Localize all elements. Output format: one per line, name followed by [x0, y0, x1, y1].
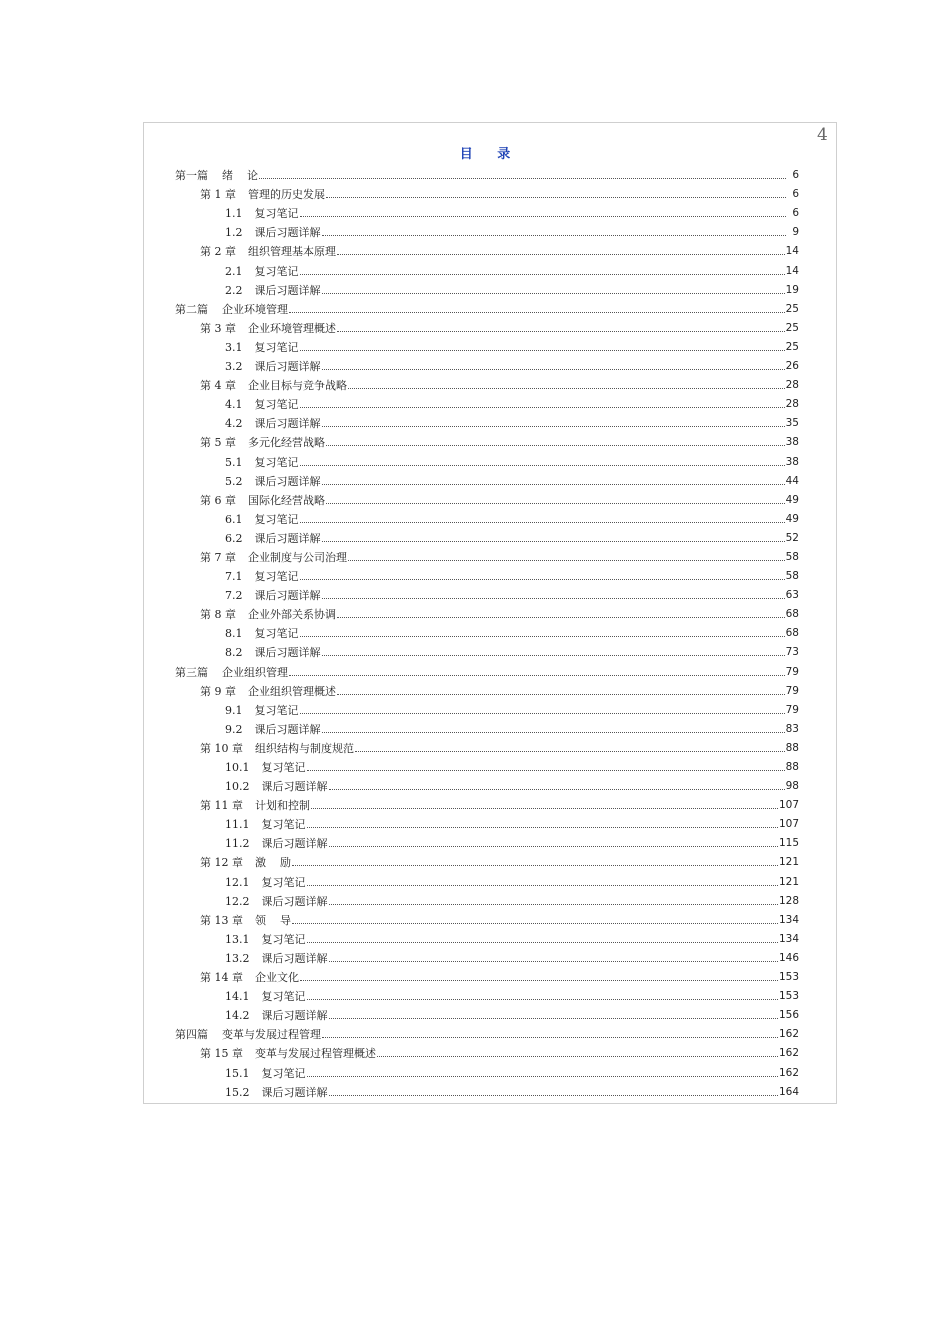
dot-leader: [300, 350, 785, 351]
toc-entry-number: 13.1: [225, 932, 250, 946]
toc-entry-title: 课后习题详解: [254, 589, 321, 603]
toc-entry-number: 6.1: [225, 512, 243, 526]
toc-entry-page: 14: [785, 245, 799, 258]
toc-entry-number: 3.2: [225, 360, 243, 374]
toc-entry-number: 8.2: [225, 646, 243, 660]
dot-leader: [326, 503, 785, 504]
toc-entry-number: 第 10 章: [200, 741, 243, 755]
toc-entry-page: 156: [778, 1009, 799, 1022]
toc-entry-number: 第 7 章: [200, 550, 236, 564]
dot-leader: [337, 617, 785, 618]
dot-leader: [289, 312, 785, 313]
toc-entry-number: 10.2: [225, 780, 250, 794]
toc-entry-page: 162: [778, 1047, 799, 1060]
dot-leader: [292, 923, 778, 924]
toc-entry[interactable]: [175, 1060, 799, 1079]
toc-entry-page: 52: [785, 531, 799, 544]
toc-entry-title: 绪 论: [222, 169, 258, 183]
toc-entry[interactable]: [175, 679, 799, 698]
toc-entry-number: 第 5 章: [200, 436, 236, 450]
dot-leader: [322, 541, 785, 542]
dot-leader: [329, 904, 778, 905]
toc-entry-title: 复习笔记: [261, 932, 306, 946]
toc-entry-title: 复习笔记: [254, 207, 299, 221]
toc-entry-number: 9.2: [225, 722, 243, 736]
dot-leader: [348, 560, 785, 561]
toc-entry-page: 83: [785, 722, 799, 735]
toc-entry-page: 6: [792, 207, 799, 220]
toc-entry-title: 课后习题详解: [261, 1085, 328, 1099]
toc-entry-title: 课后习题详解: [254, 722, 321, 736]
toc-entry-number: 11.2: [225, 837, 250, 851]
toc-entry-title: 课后习题详解: [261, 780, 328, 794]
toc-entry-title: 复习笔记: [261, 990, 306, 1004]
toc-entry[interactable]: [175, 411, 799, 430]
toc-entry-title: 复习笔记: [254, 398, 299, 412]
toc-entry[interactable]: [175, 927, 799, 946]
toc-entry-number: 2.2: [225, 283, 243, 297]
toc-entry[interactable]: [175, 545, 799, 564]
toc-entry[interactable]: [175, 335, 799, 354]
toc-entry-title: 复习笔记: [261, 761, 306, 774]
toc-entry-number: 5.1: [225, 455, 243, 469]
toc-entry-page: 25: [785, 340, 799, 353]
toc-entry-page: 79: [785, 703, 799, 716]
dot-leader: [292, 865, 778, 866]
toc-entry-page: 153: [778, 990, 799, 1003]
toc-entry-number: 第 6 章: [200, 493, 236, 507]
toc-entry-page: 162: [778, 1066, 799, 1079]
dot-leader: [300, 579, 785, 580]
toc-entry-number: 4.2: [225, 417, 243, 431]
toc-entry-number: 第二篇: [175, 302, 208, 316]
toc-entry-title: 复习笔记: [254, 264, 299, 278]
dot-leader: [307, 1076, 778, 1077]
toc-entry-title: 课后习题详解: [254, 360, 321, 374]
toc-entry[interactable]: [175, 850, 799, 869]
toc-entry[interactable]: [175, 258, 799, 277]
toc-entry-page: 25: [785, 321, 799, 334]
toc-entry-page: 164: [778, 1085, 799, 1098]
toc-entry-number: 第 14 章: [200, 971, 243, 985]
toc-entry-page: 25: [785, 302, 799, 315]
toc-entry-title: 企业组织管理: [222, 665, 288, 679]
dot-leader: [307, 827, 778, 828]
toc-entry[interactable]: [175, 507, 799, 526]
toc-entry-title: 复习笔记: [254, 340, 299, 354]
toc-entry-title: 复习笔记: [261, 1066, 306, 1080]
toc-entry[interactable]: [175, 449, 799, 468]
toc-entry-title: 企业目标与竞争战略: [248, 379, 347, 393]
toc-entry[interactable]: [175, 239, 799, 258]
dot-leader: [289, 675, 785, 676]
dot-leader: [300, 713, 785, 714]
toc-entry-title: 复习笔记: [261, 818, 306, 832]
dot-leader: [300, 636, 785, 637]
toc-entry-page: 128: [778, 894, 799, 907]
toc-entry-page: 121: [778, 875, 799, 888]
toc-entry-page: 28: [785, 398, 799, 411]
toc-entry-page: 121: [778, 856, 799, 869]
toc-entry-page: 26: [785, 360, 799, 373]
toc-entry-number: 15.2: [225, 1085, 250, 1099]
toc-entry-page: 49: [785, 493, 799, 506]
dot-leader: [337, 331, 785, 332]
toc-entry[interactable]: [175, 1022, 799, 1041]
toc-entry-number: 第 11 章: [200, 799, 243, 813]
toc-entry[interactable]: [175, 812, 799, 831]
toc-entry-title: 复习笔记: [254, 512, 299, 526]
dot-leader: [337, 694, 785, 695]
toc-entry-number: 7.1: [225, 570, 243, 584]
dot-leader: [307, 885, 778, 886]
toc-entry-title: 多元化经营战略: [248, 436, 325, 450]
toc-entry-page: 9: [792, 226, 799, 239]
toc-entry[interactable]: [175, 908, 799, 927]
dot-leader: [259, 178, 786, 179]
toc-entry[interactable]: [175, 1003, 799, 1022]
dot-leader: [377, 1056, 778, 1057]
dot-leader: [329, 846, 778, 847]
toc-entry[interactable]: [175, 278, 799, 297]
toc-entry-number: 10.1: [225, 761, 250, 774]
dot-leader: [311, 808, 778, 809]
toc-entry[interactable]: [175, 717, 799, 736]
dot-leader: [300, 407, 785, 408]
dot-leader: [322, 732, 785, 733]
toc-entry-title: 管理的历史发展: [248, 188, 325, 202]
toc-entry-title: 复习笔记: [261, 875, 306, 889]
toc-entry-page: 14: [785, 264, 799, 277]
toc-entry-number: 12.2: [225, 894, 250, 908]
dot-leader: [300, 216, 787, 217]
toc-entry[interactable]: [175, 1080, 799, 1099]
dot-leader: [300, 980, 778, 981]
toc-entry-title: 计划和控制: [255, 799, 310, 813]
toc-entry-title: 领 导: [255, 913, 291, 927]
toc-entry-number: 14.1: [225, 990, 250, 1004]
toc-entry-number: 4.1: [225, 398, 243, 412]
toc-entry[interactable]: [175, 869, 799, 888]
toc-entry-page: 44: [785, 474, 799, 487]
toc-entry[interactable]: [175, 163, 799, 182]
table-of-contents: [175, 163, 799, 1099]
toc-entry-page: 115: [778, 837, 799, 850]
toc-entry-title: 企业环境管理概述: [248, 321, 336, 335]
toc-entry-title: 复习笔记: [254, 455, 299, 469]
toc-entry[interactable]: [175, 602, 799, 621]
page-number: 4: [817, 125, 828, 145]
toc-entry-title: 企业组织管理概述: [248, 684, 336, 698]
toc-entry-page: 162: [778, 1028, 799, 1041]
toc-entry-page: 98: [785, 780, 799, 793]
toc-entry-page: 107: [778, 799, 799, 812]
toc-entry-page: 35: [785, 417, 799, 430]
toc-entry[interactable]: [175, 392, 799, 411]
toc-entry-page: 68: [785, 627, 799, 640]
toc-entry-page: 63: [785, 589, 799, 602]
toc-entry-number: 第 12 章: [200, 856, 243, 870]
dot-leader: [322, 293, 785, 294]
toc-entry-number: 第 9 章: [200, 684, 236, 698]
toc-entry-title: 课后习题详解: [254, 417, 321, 431]
toc-entry[interactable]: [175, 354, 799, 373]
toc-entry[interactable]: [175, 1041, 799, 1060]
dot-leader: [322, 235, 787, 236]
toc-entry-number: 9.1: [225, 703, 243, 717]
toc-entry-number: 第 3 章: [200, 321, 236, 335]
toc-entry-title: 课后习题详解: [261, 1009, 328, 1023]
toc-entry-number: 1.2: [225, 226, 243, 240]
toc-entry[interactable]: [175, 640, 799, 659]
toc-entry[interactable]: [175, 316, 799, 335]
toc-entry-page: 73: [785, 646, 799, 659]
toc-entry-title: 企业外部关系协调: [248, 608, 336, 622]
toc-entry-number: 6.2: [225, 531, 243, 545]
dot-leader: [322, 426, 785, 427]
toc-entry[interactable]: [175, 220, 799, 239]
toc-entry[interactable]: [175, 659, 799, 678]
dot-leader: [322, 1037, 778, 1038]
toc-entry-title: 课后习题详解: [254, 646, 321, 660]
toc-entry-page: 38: [785, 436, 799, 449]
toc-entry-number: 第 1 章: [200, 188, 236, 202]
toc-entry[interactable]: [175, 946, 799, 965]
toc-entry[interactable]: [175, 488, 799, 507]
dot-leader: [322, 369, 785, 370]
toc-entry-title: 企业环境管理: [222, 302, 288, 316]
toc-entry[interactable]: [175, 774, 799, 793]
toc-entry-number: 第一篇: [175, 169, 208, 183]
toc-entry-number: 12.1: [225, 875, 250, 889]
toc-entry-page: 134: [778, 932, 799, 945]
toc-entry[interactable]: [175, 984, 799, 1003]
document-page: [143, 122, 837, 1104]
dot-leader: [300, 274, 785, 275]
dot-leader: [355, 751, 785, 752]
toc-entry-page: 68: [785, 608, 799, 621]
toc-entry-number: 15.1: [225, 1066, 250, 1080]
toc-entry-number: 1.1: [225, 207, 243, 221]
toc-entry[interactable]: [175, 469, 799, 488]
toc-entry[interactable]: [175, 965, 799, 984]
toc-entry-page: 49: [785, 512, 799, 525]
toc-entry-title: 复习笔记: [254, 570, 299, 584]
toc-entry-page: 79: [785, 665, 799, 678]
toc-entry-page: 38: [785, 455, 799, 468]
toc-entry-title: 组织管理基本原理: [248, 245, 336, 259]
toc-entry-page: 58: [785, 550, 799, 563]
toc-entry[interactable]: [175, 373, 799, 392]
dot-leader: [307, 770, 785, 771]
toc-entry-number: 第 15 章: [200, 1047, 243, 1061]
toc-entry-page: 6: [792, 169, 799, 182]
toc-entry-title: 课后习题详解: [254, 226, 321, 240]
toc-entry-title: 组织结构与制度规范: [255, 741, 354, 755]
toc-entry[interactable]: [175, 698, 799, 717]
dot-leader: [322, 598, 785, 599]
toc-entry[interactable]: [175, 755, 799, 774]
toc-entry-number: 3.1: [225, 340, 243, 354]
toc-entry-page: 79: [785, 684, 799, 697]
toc-entry-number: 2.1: [225, 264, 243, 278]
toc-entry[interactable]: [175, 736, 799, 755]
dot-leader: [337, 254, 785, 255]
toc-entry[interactable]: [175, 564, 799, 583]
toc-entry-title: 课后习题详解: [261, 837, 328, 851]
toc-entry-title: 课后习题详解: [254, 531, 321, 545]
dot-leader: [329, 1095, 778, 1096]
toc-entry-page: 88: [785, 741, 799, 754]
toc-entry[interactable]: [175, 583, 799, 602]
toc-entry-title: 变革与发展过程管理概述: [255, 1047, 376, 1061]
toc-entry-number: 第 13 章: [200, 913, 243, 927]
toc-entry-page: 153: [778, 971, 799, 984]
toc-entry-number: 第四篇: [175, 1028, 208, 1042]
dot-leader: [300, 465, 785, 466]
toc-entry-title: 复习笔记: [254, 627, 299, 641]
toc-entry-title: 激 励: [255, 856, 291, 870]
toc-entry-number: 13.2: [225, 951, 250, 965]
toc-entry[interactable]: [175, 201, 799, 220]
toc-entry-title: 企业文化: [255, 971, 299, 985]
toc-entry-title: 课后习题详解: [254, 474, 321, 488]
toc-entry-page: 134: [778, 913, 799, 926]
toc-entry-number: 8.1: [225, 627, 243, 641]
dot-leader: [329, 1018, 778, 1019]
toc-entry-number: 第 8 章: [200, 608, 236, 622]
toc-entry-title: 复习笔记: [254, 703, 299, 717]
toc-entry-page: 88: [785, 761, 799, 773]
dot-leader: [329, 789, 785, 790]
toc-entry-title: 课后习题详解: [254, 283, 321, 297]
toc-entry[interactable]: [175, 889, 799, 908]
toc-entry-number: 14.2: [225, 1009, 250, 1023]
toc-entry-title: 课后习题详解: [261, 951, 328, 965]
dot-leader: [307, 942, 778, 943]
toc-entry[interactable]: [175, 831, 799, 850]
toc-entry-number: 5.2: [225, 474, 243, 488]
toc-entry-number: 第三篇: [175, 665, 208, 679]
toc-title: 目 录: [459, 147, 521, 162]
dot-leader: [300, 522, 785, 523]
dot-leader: [322, 484, 785, 485]
toc-entry-page: 28: [785, 379, 799, 392]
toc-entry-page: 19: [785, 283, 799, 296]
dot-leader: [326, 445, 785, 446]
toc-entry[interactable]: [175, 526, 799, 545]
toc-entry-number: 7.2: [225, 589, 243, 603]
toc-entry-number: 第 2 章: [200, 245, 236, 259]
dot-leader: [322, 655, 785, 656]
toc-entry[interactable]: [175, 182, 799, 201]
toc-entry[interactable]: [175, 793, 799, 812]
dot-leader: [326, 197, 786, 198]
toc-entry-page: 146: [778, 951, 799, 964]
toc-entry-title: 变革与发展过程管理: [222, 1028, 321, 1042]
toc-entry[interactable]: [175, 621, 799, 640]
toc-entry-title: 企业制度与公司治理: [248, 550, 347, 564]
toc-entry[interactable]: [175, 430, 799, 449]
dot-leader: [329, 961, 778, 962]
dot-leader: [307, 999, 778, 1000]
toc-entry-number: 第 4 章: [200, 379, 236, 393]
toc-entry-page: 107: [778, 818, 799, 831]
dot-leader: [348, 388, 785, 389]
toc-entry-page: 58: [785, 570, 799, 583]
toc-entry-title: 课后习题详解: [261, 894, 328, 908]
toc-entry-number: 11.1: [225, 818, 250, 832]
toc-entry-page: 6: [792, 188, 799, 201]
toc-entry-title: 国际化经营战略: [248, 493, 325, 507]
toc-entry[interactable]: [175, 297, 799, 316]
